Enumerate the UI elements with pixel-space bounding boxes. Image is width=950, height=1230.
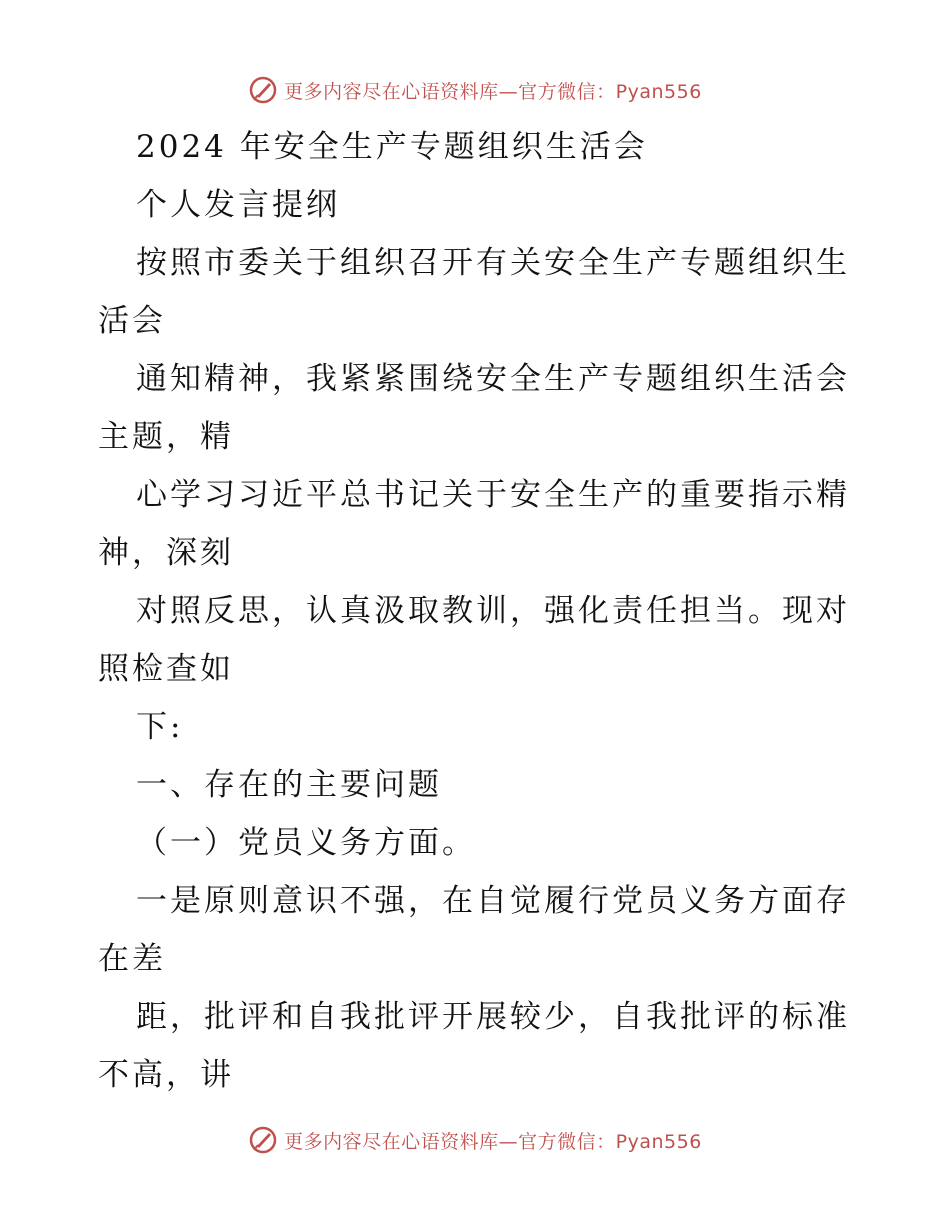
paragraph-line: 不高，讲 <box>98 1057 234 1093</box>
paragraph-line: 按照市委关于组织召开有关安全生产专题组织生 <box>136 245 850 281</box>
paragraph-line: 活会 <box>98 303 166 339</box>
quill-logo-icon <box>248 75 278 105</box>
doc-subtitle: 个人发言提纲 <box>136 187 340 223</box>
paragraph-line: 一是原则意识不强，在自觉履行党员义务方面存 <box>136 883 850 919</box>
subsection-heading: （一）党员义务方面。 <box>136 825 476 861</box>
watermark-text: 更多内容尽在心语资料库—官方微信：Pyan556 <box>284 1130 702 1153</box>
quill-logo-icon <box>248 1125 278 1155</box>
paragraph-line: 照检查如 <box>98 651 234 687</box>
paragraph-line: 通知精神，我紧紧围绕安全生产专题组织生活会 <box>136 361 850 397</box>
doc-title: 2024 年安全生产专题组织生活会 <box>136 129 648 165</box>
watermark-text: 更多内容尽在心语资料库—官方微信：Pyan556 <box>284 80 702 103</box>
paragraph-line: 下: <box>136 709 184 745</box>
watermark-banner-top <box>0 70 950 110</box>
paragraph-line: 在差 <box>98 941 166 977</box>
paragraph-line: 距，批评和自我批评开展较少，自我批评的标准 <box>136 999 850 1035</box>
paragraph-line: 心学习习近平总书记关于安全生产的重要指示精 <box>136 477 850 513</box>
document-body <box>98 118 858 1104</box>
paragraph-line: 主题，精 <box>98 419 234 455</box>
paragraph-line: 神，深刻 <box>98 535 234 571</box>
section-heading: 一、存在的主要问题 <box>136 767 442 803</box>
watermark-banner-bottom <box>0 1120 950 1160</box>
paragraph-line: 对照反思，认真汲取教训，强化责任担当。现对 <box>136 593 850 629</box>
